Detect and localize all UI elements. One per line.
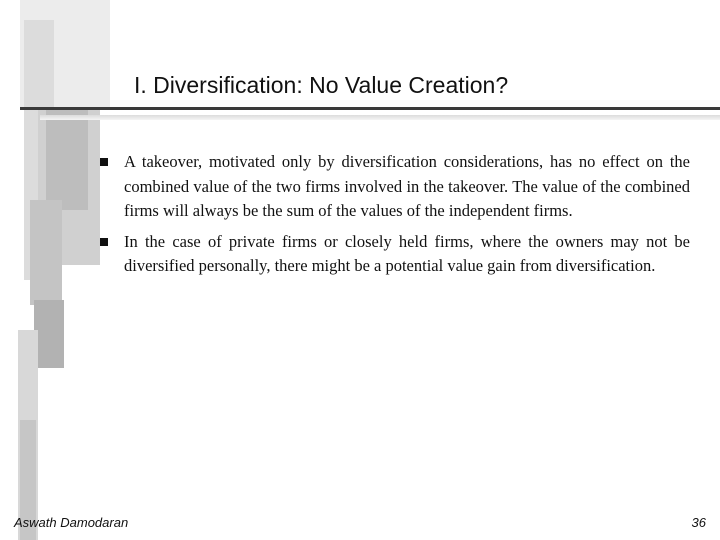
decorative-bar: [30, 200, 62, 305]
title-rule-shadow: [40, 115, 720, 120]
bullet-item: [100, 150, 690, 224]
square-bullet-icon: [100, 158, 108, 166]
bullet-item: [100, 230, 690, 279]
title-rule: [20, 107, 720, 110]
square-bullet-icon: [100, 238, 108, 246]
page-number: 36: [691, 515, 706, 530]
bullet-text: In the case of private firms or closely held firms, where the owners may not be diversified personally, there might be a potential value gain from diversification.: [124, 231, 690, 275]
decorative-bar: [46, 110, 88, 210]
footer-author: Aswath Damodaran: [14, 515, 129, 530]
decorative-bar: [34, 300, 64, 368]
bullet-text: A takeover, motivated only by diversification considerations, has no effect on the combined value of the two firms involved in the takeover. The value of the combined firms will always be the sum of the values of the independent firms.: [124, 152, 690, 220]
slide-title: I. Diversification: No Value Creation?: [134, 72, 509, 98]
bullet-list: [100, 150, 690, 285]
